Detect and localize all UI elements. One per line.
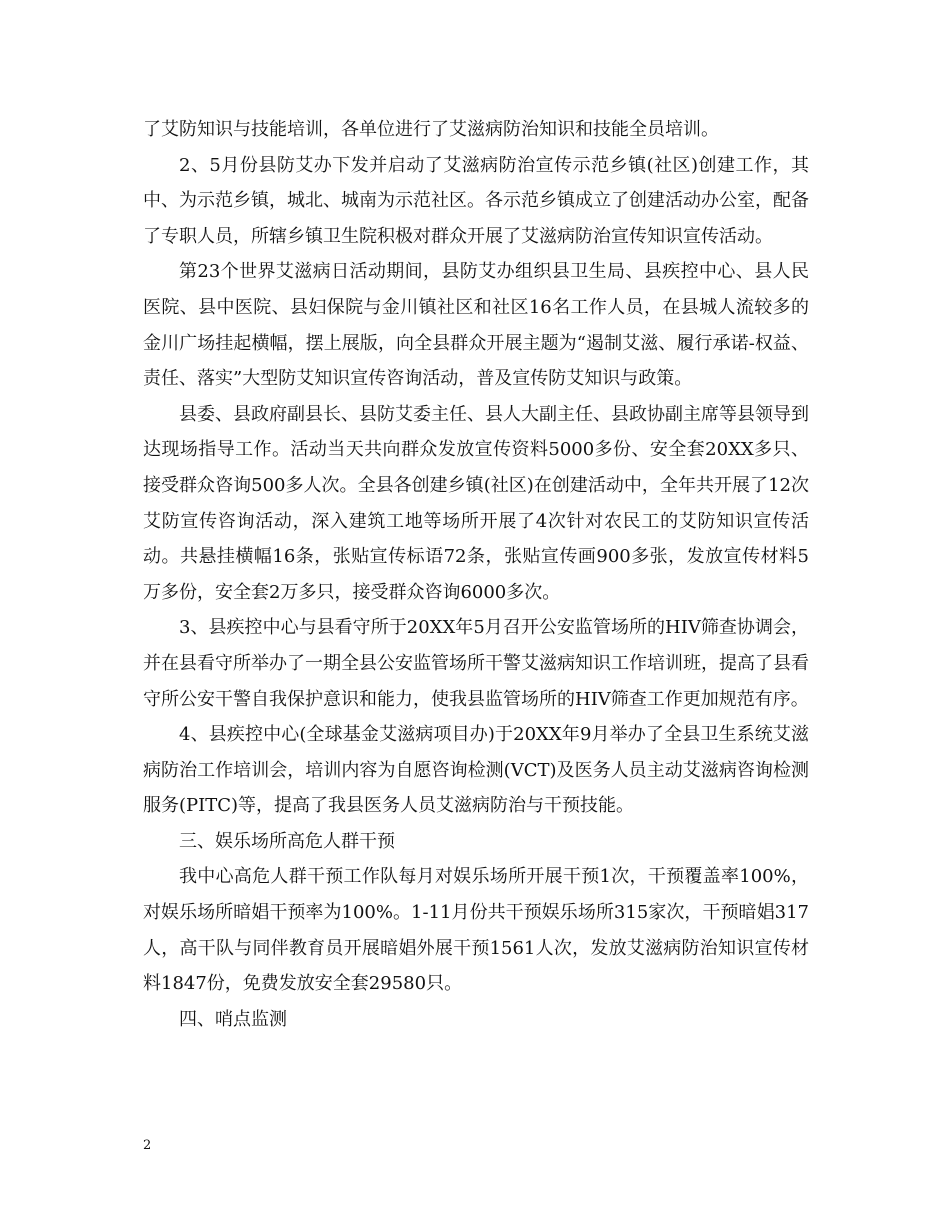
section-heading: 三、娱乐场所高危人群干预	[179, 830, 395, 852]
paragraph: 了艾防知识与技能培训，各单位进行了艾滋病防治知识和技能全员培训。	[143, 119, 719, 140]
document-body	[143, 112, 809, 1037]
paragraph: 3、县疾控中心与县看守所于20XX年5月召开公安监管场所的HIV筛查协调会，并在县看守所举办了一期全县公安监管场所干警艾滋病知识工作培训班，提高了县看守所公安干警自我保护意识和能力，使我县监管场所的HIV筛查工作更加规范有序。	[143, 617, 809, 710]
section-heading: 四、哨点监测	[179, 1008, 287, 1030]
paragraph: 第23个世界艾滋病日活动期间，县防艾办组织县卫生局、县疾控中心、县人民医院、县中医院、县妇保院与金川镇社区和社区16名工作人员，在县城人流较多的金川广场挂起横幅，摆上展版，向全县群众开展主题为“遏制艾滋、履行承诺-权益、责任、落实”大型防艾知识宣传咨询活动，普及宣传防艾知识与政策。	[143, 261, 809, 390]
paragraph: 2、5月份县防艾办下发并启动了艾滋病防治宣传示范乡镇(社区)创建工作，其中、为示范乡镇，城北、城南为示范社区。各示范乡镇成立了创建活动办公室，配备了专职人员，所辖乡镇卫生院积极对群众开展了艾滋病防治宣传知识宣传活动。	[143, 154, 809, 247]
page-number: 2	[143, 1138, 152, 1153]
paragraph: 县委、县政府副县长、县防艾委主任、县人大副主任、县政协副主席等县领导到达现场指导工作。活动当天共向群众发放宣传资料5000多份、安全套20XX多只、接受群众咨询500多人次。全县各创建乡镇(社区)在创建活动中，全年共开展了12次艾防宣传咨询活动，深入建筑工地等场所开展了4次针对农民工的艾防知识宣传活动。共悬挂横幅16条，张贴宣传标语72条，张贴宣传画900多张，发放宣传材料5万多份，安全套2万多只，接受群众咨询6000多次。	[143, 403, 809, 603]
paragraph: 我中心高危人群干预工作队每月对娱乐场所开展干预1次，干预覆盖率100%，对娱乐场所暗娼干预率为100%。1-11月份共干预娱乐场所315家次，干预暗娼317人，高干队与同伴教育员开展暗娼外展干预1561人次，发放艾滋病防治知识宣传材料1847份，免费发放安全套29580只。	[143, 866, 809, 995]
paragraph: 4、县疾控中心(全球基金艾滋病项目办)于20XX年9月举办了全县卫生系统艾滋病防治工作培训会，培训内容为自愿咨询检测(VCT)及医务人员主动艾滋病咨询检测服务(PITC)等，提高了我县医务人员艾滋病防治与干预技能。	[143, 724, 809, 817]
